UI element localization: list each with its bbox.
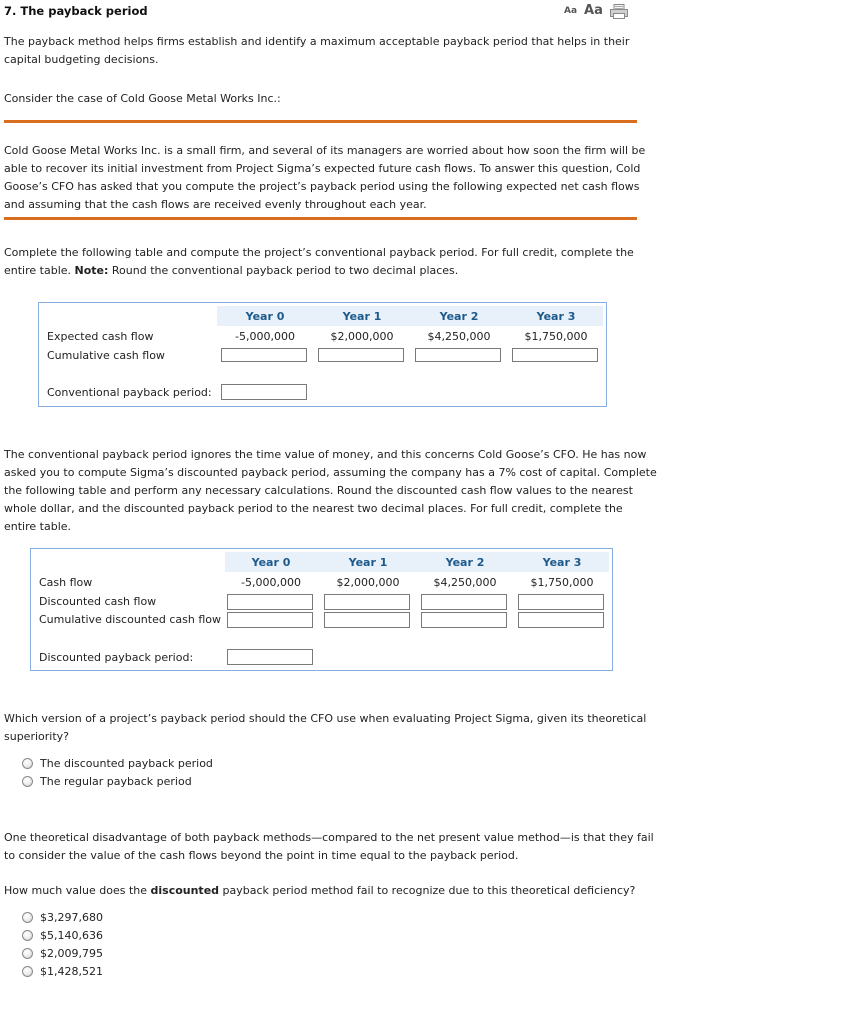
option-regular-payback[interactable]	[22, 775, 192, 788]
intro-line: capital budgeting decisions.	[4, 53, 159, 66]
discounted-payback-table	[30, 548, 613, 671]
cumulative-discounted-year3-input[interactable]	[518, 612, 604, 628]
cash-flow-year1: $2,000,000	[336, 576, 400, 589]
cumulative-cash-flow-year1-input[interactable]	[318, 348, 404, 362]
paragraph-line: One theoretical disadvantage of both payback methods—compared to the net present value method—is that they fail	[4, 831, 654, 844]
table1-year1-header: Year 1	[342, 310, 382, 323]
expected-cash-flow-year0: -5,000,000	[235, 330, 295, 343]
case-description	[4, 142, 645, 214]
paragraph-line: to consider the value of the cash flows beyond the point in time equal to the payback period.	[4, 849, 519, 862]
orange-divider-top	[4, 120, 637, 123]
discounted-payback-label: Discounted payback period:	[39, 651, 194, 664]
instructions-discounted	[4, 446, 657, 536]
option-value-2[interactable]	[22, 929, 103, 942]
conventional-payback-input[interactable]	[221, 384, 307, 400]
intro-line: The payback method helps firms establish and identify a maximum acceptable payback period that helps in their	[4, 35, 630, 48]
instructions-line: the following table and perform any necessary calculations. Round the discounted cash flow values to the nearest	[4, 484, 633, 497]
option-label: $5,140,636	[40, 929, 103, 942]
radio-button[interactable]	[22, 966, 33, 977]
case-line: Goose’s CFO has asked that you compute the project’s payback period using the following expected net cash flows	[4, 180, 640, 193]
cumulative-discounted-year2-input[interactable]	[421, 612, 507, 628]
instructions-line	[4, 262, 634, 280]
cumulative-cash-flow-label: Cumulative cash flow	[47, 349, 165, 362]
table1-year0-header: Year 0	[245, 310, 285, 323]
case-intro	[4, 90, 281, 108]
question-title: 7. The payback period	[4, 4, 148, 18]
table2-year3-header: Year 3	[542, 556, 582, 569]
increase-font-button[interactable]: Aa	[584, 3, 603, 18]
question-line: superiority?	[4, 730, 70, 743]
question-how-much-value	[4, 882, 635, 900]
expected-cash-flow-year1: $2,000,000	[330, 330, 394, 343]
instructions-line: whole dollar, and the discounted payback period to the nearest two decimal places. For full credit, complete the	[4, 502, 623, 515]
toolbar	[564, 3, 628, 18]
case-line: able to recover its initial investment from Project Sigma’s expected future cash flows. To answer this question, Cold	[4, 162, 641, 175]
instructions-line: entire table.	[4, 520, 72, 533]
discounted-cash-flow-label: Discounted cash flow	[39, 595, 157, 608]
option-value-4[interactable]	[22, 965, 103, 978]
radio-button[interactable]	[22, 758, 33, 769]
table1-year2-header: Year 2	[439, 310, 479, 323]
conventional-payback-table	[38, 302, 607, 407]
instructions-line: Complete the following table and compute the project’s conventional payback period. For full credit, complete the	[4, 246, 634, 259]
option-label: $2,009,795	[40, 947, 103, 960]
discounted-cash-flow-year2-input[interactable]	[421, 594, 507, 610]
cash-flow-year2: $4,250,000	[433, 576, 497, 589]
cumulative-cash-flow-year2-input[interactable]	[415, 348, 501, 362]
expected-cash-flow-year2: $4,250,000	[427, 330, 491, 343]
instructions-text: Round the conventional payback period to two decimal places.	[108, 264, 459, 277]
radio-button[interactable]	[22, 930, 33, 941]
question-text: payback period method fail to recognize due to this theoretical deficiency?	[219, 884, 636, 897]
cash-flow-label: Cash flow	[39, 576, 93, 589]
instructions-conventional	[4, 244, 634, 280]
option-value-3[interactable]	[22, 947, 103, 960]
cash-flow-year0: -5,000,000	[241, 576, 301, 589]
note-label: Note:	[74, 264, 109, 277]
discounted-cash-flow-year0-input[interactable]	[227, 594, 313, 610]
table1-year3-header: Year 3	[536, 310, 576, 323]
cumulative-cash-flow-year0-input[interactable]	[221, 348, 307, 362]
option-value-1[interactable]	[22, 911, 103, 924]
option-label: The discounted payback period	[40, 757, 213, 770]
case-line: Cold Goose Metal Works Inc. is a small firm, and several of its managers are worried about how soon the firm will be	[4, 144, 646, 157]
expected-cash-flow-label: Expected cash flow	[47, 330, 154, 343]
orange-divider-bottom	[4, 217, 637, 220]
conventional-payback-label: Conventional payback period:	[47, 386, 212, 399]
print-icon[interactable]	[610, 4, 628, 18]
option-label: $3,297,680	[40, 911, 103, 924]
disadvantage-paragraph	[4, 829, 654, 865]
cumulative-discounted-year0-input[interactable]	[227, 612, 313, 628]
instructions-line: asked you to compute Sigma’s discounted payback period, assuming the company has a 7% cost of capital. Complete	[4, 466, 657, 479]
decrease-font-button[interactable]: Aa	[564, 5, 578, 16]
table2-year1-header: Year 1	[348, 556, 388, 569]
radio-button[interactable]	[22, 776, 33, 787]
instructions-line: The conventional payback period ignores the time value of money, and this concerns Cold Goose’s CFO. He has now	[4, 448, 647, 461]
cumulative-discounted-year1-input[interactable]	[324, 612, 410, 628]
instructions-text: entire table.	[4, 264, 75, 277]
discounted-payback-input[interactable]	[227, 649, 313, 665]
table2-year2-header: Year 2	[445, 556, 485, 569]
question-emphasis: discounted	[150, 884, 220, 897]
intro-paragraph	[4, 33, 629, 69]
discounted-cash-flow-year3-input[interactable]	[518, 594, 604, 610]
radio-button[interactable]	[22, 912, 33, 923]
question-text: How much value does the	[4, 884, 151, 897]
cash-flow-year3: $1,750,000	[530, 576, 594, 589]
option-label: $1,428,521	[40, 965, 103, 978]
question-which-version	[4, 710, 646, 746]
case-intro-text: Consider the case of Cold Goose Metal Works Inc.:	[4, 92, 281, 105]
cumulative-discounted-cash-flow-label: Cumulative discounted cash flow	[39, 613, 221, 626]
question-line: Which version of a project’s payback period should the CFO use when evaluating Project Sigma, given its theoretical	[4, 712, 647, 725]
option-discounted-payback[interactable]	[22, 757, 213, 770]
radio-button[interactable]	[22, 948, 33, 959]
option-label: The regular payback period	[40, 775, 192, 788]
case-line: and assuming that the cash flows are received evenly throughout each year.	[4, 198, 427, 211]
expected-cash-flow-year3: $1,750,000	[524, 330, 588, 343]
question-line	[4, 882, 635, 900]
discounted-cash-flow-year1-input[interactable]	[324, 594, 410, 610]
cumulative-cash-flow-year3-input[interactable]	[512, 348, 598, 362]
table2-year0-header: Year 0	[251, 556, 291, 569]
